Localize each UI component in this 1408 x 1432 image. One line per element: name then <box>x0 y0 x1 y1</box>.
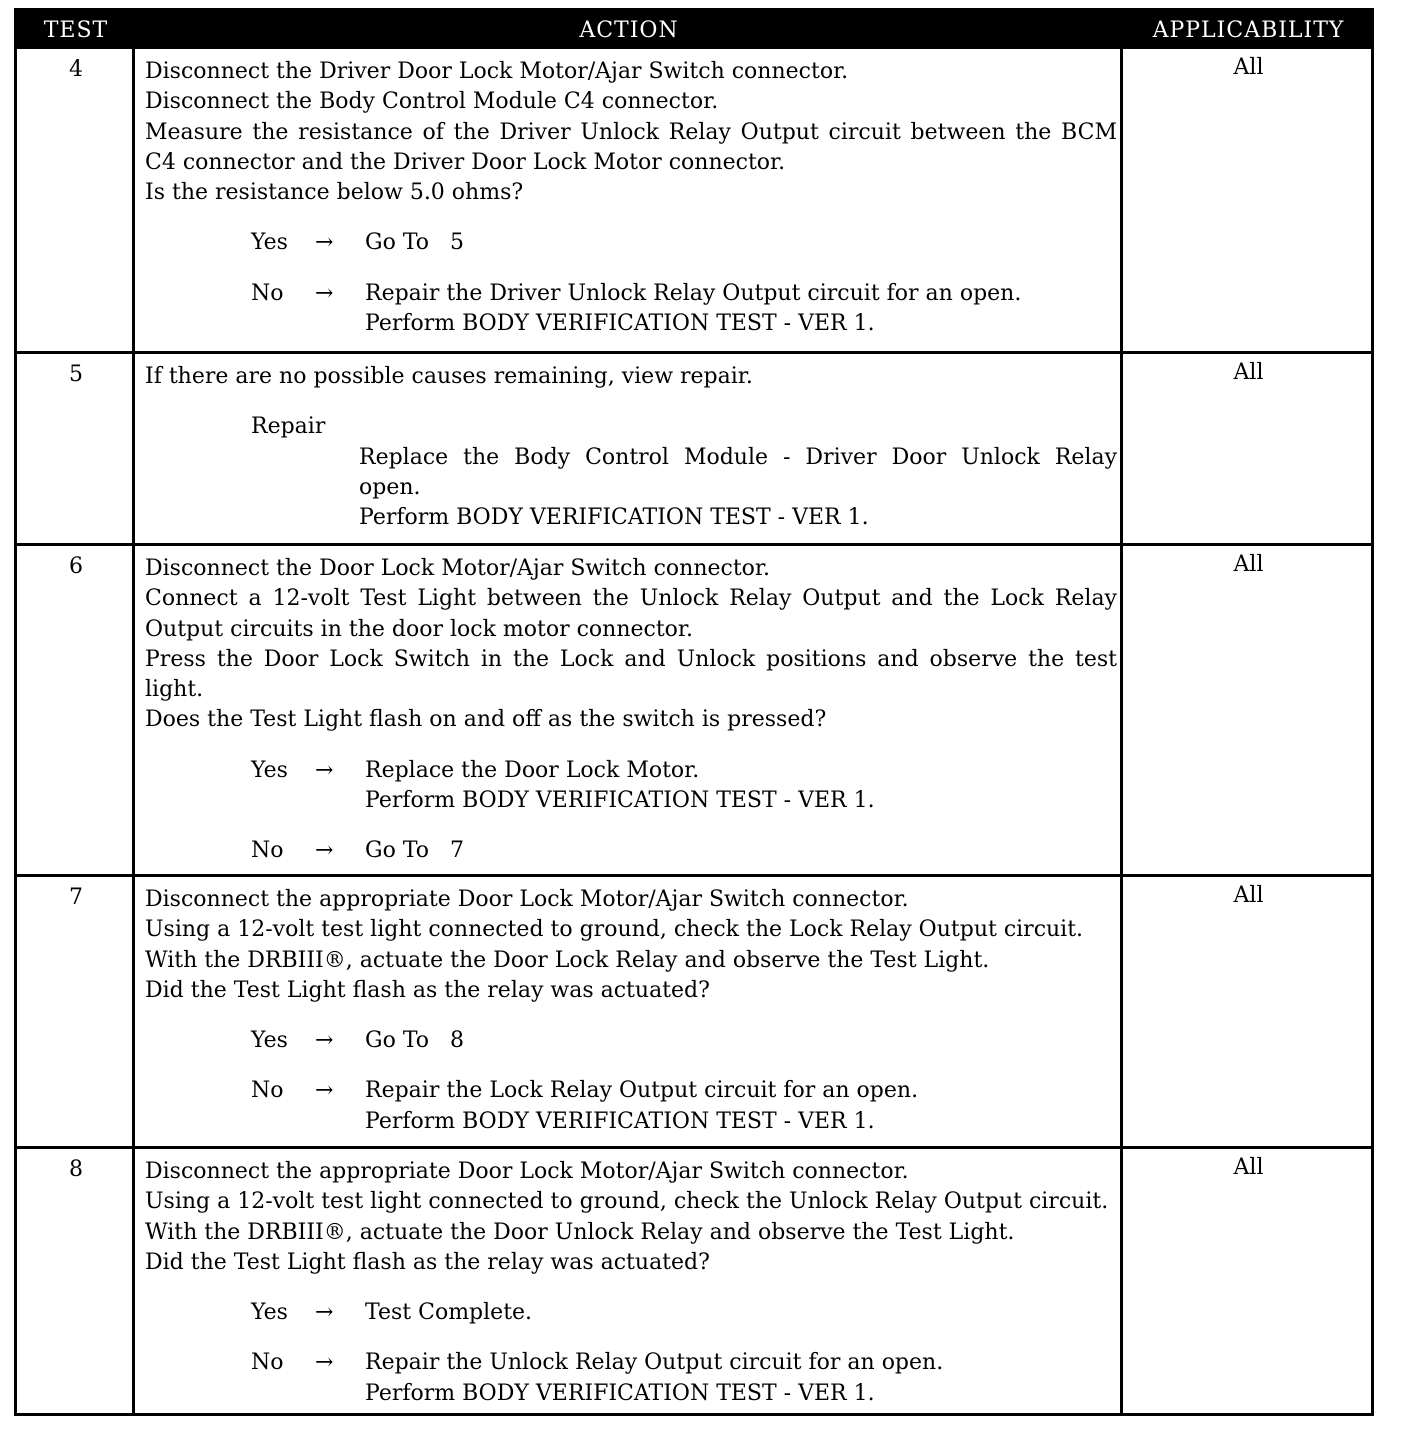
no-label: No <box>251 280 284 306</box>
action-line: Did the Test Light flash as the relay was actuated? <box>145 977 710 1003</box>
yes-response <box>145 1298 1117 1328</box>
response-text: Repair the Lock Relay Output circuit for an open. <box>365 1078 919 1104</box>
action-line: Using a 12-volt test light connected to ground, check the Unlock Relay Output circuit. <box>145 1189 1109 1215</box>
action-line: Output circuits in the door lock motor connector. <box>145 616 694 642</box>
repair-label: Repair <box>251 414 326 440</box>
applicability-value: All <box>1233 360 1264 385</box>
arrow-icon: → <box>315 280 334 306</box>
action-line: Disconnect the appropriate Door Lock Motor/Ajar Switch connector. <box>145 887 909 912</box>
test-number: 4 <box>69 57 83 82</box>
applicability-value: All <box>1233 552 1264 577</box>
action-line: light. <box>145 677 204 703</box>
applicability-value: All <box>1233 55 1264 80</box>
arrow-icon: → <box>315 1028 334 1054</box>
response-text: Test Complete. <box>365 1300 533 1326</box>
arrow-icon: → <box>315 230 334 256</box>
action-line: If there are no possible causes remaining, view repair. <box>145 364 753 389</box>
repair-text: Perform BODY VERIFICATION TEST - VER 1. <box>359 505 869 531</box>
action-line: With the DRBIII®, actuate the Door Lock Relay and observe the Test Light. <box>145 947 990 973</box>
action-cell <box>145 57 1117 339</box>
action-line: Measure the resistance of the Driver Unlock Relay Output circuit between the BCM <box>145 119 1117 145</box>
yes-label: Yes <box>251 757 288 783</box>
action-line: With the DRBIII®, actuate the Door Unlock Relay and observe the Test Light. <box>145 1219 1015 1245</box>
yes-response <box>145 756 1117 817</box>
action-cell <box>145 362 1117 533</box>
arrow-icon: → <box>315 1078 334 1104</box>
action-line: Connect a 12-volt Test Light between the Unlock Relay Output and the Lock Relay <box>145 586 1117 612</box>
response-text: Repair the Unlock Relay Output circuit for an open. <box>365 1350 944 1376</box>
arrow-icon: → <box>315 757 334 783</box>
test-number: 6 <box>69 554 83 579</box>
repair-text: open. <box>359 474 421 500</box>
response-text: Repair the Driver Unlock Relay Output circuit for an open. <box>365 280 1022 306</box>
table-row <box>17 874 1371 1146</box>
table-row <box>17 351 1371 543</box>
action-line: C4 connector and the Driver Door Lock Motor connector. <box>145 149 786 175</box>
yes-response <box>145 228 1117 258</box>
arrow-icon: → <box>315 1300 334 1326</box>
no-response <box>145 279 1117 340</box>
response-text: Replace the Door Lock Motor. <box>365 757 700 783</box>
applicability-value: All <box>1233 883 1264 908</box>
diagnostic-table <box>14 8 1374 1416</box>
table-row <box>17 49 1371 351</box>
yes-label: Yes <box>251 1028 288 1054</box>
applicability-value: All <box>1233 1155 1264 1180</box>
response-text: Perform BODY VERIFICATION TEST - VER 1. <box>365 1380 875 1406</box>
arrow-icon: → <box>315 838 334 864</box>
header-action: ACTION <box>135 11 1123 49</box>
response-text: Go To 7 <box>365 838 464 864</box>
action-line: Does the Test Light flash on and off as the switch is pressed? <box>145 707 827 733</box>
table-row <box>17 1146 1371 1413</box>
no-response <box>145 1348 1117 1409</box>
action-line: Disconnect the Door Lock Motor/Ajar Switch connector. <box>145 556 771 581</box>
action-line: Is the resistance below 5.0 ohms? <box>145 180 524 206</box>
header-test: TEST <box>17 11 135 49</box>
test-number: 8 <box>69 1157 83 1182</box>
no-label: No <box>251 838 284 864</box>
action-cell <box>145 885 1117 1137</box>
no-response <box>145 836 1117 866</box>
response-text: Perform BODY VERIFICATION TEST - VER 1. <box>365 311 875 337</box>
action-cell <box>145 554 1117 867</box>
action-line: Disconnect the appropriate Door Lock Motor/Ajar Switch connector. <box>145 1159 909 1184</box>
yes-label: Yes <box>251 230 288 256</box>
action-line: Disconnect the Body Control Module C4 connector. <box>145 89 719 115</box>
repair-text: Replace the Body Control Module - Driver Door Unlock Relay <box>359 444 1117 470</box>
arrow-icon: → <box>315 1350 334 1376</box>
no-response <box>145 1076 1117 1137</box>
action-line: Did the Test Light flash as the relay was actuated? <box>145 1249 710 1275</box>
table-row <box>17 543 1371 874</box>
response-text: Perform BODY VERIFICATION TEST - VER 1. <box>365 788 875 814</box>
yes-label: Yes <box>251 1300 288 1326</box>
action-cell <box>145 1157 1117 1409</box>
action-line: Press the Door Lock Switch in the Lock and Unlock positions and observe the test <box>145 646 1117 672</box>
response-text: Perform BODY VERIFICATION TEST - VER 1. <box>365 1108 875 1134</box>
no-label: No <box>251 1350 284 1376</box>
yes-response <box>145 1026 1117 1056</box>
no-label: No <box>251 1078 284 1104</box>
action-line: Disconnect the Driver Door Lock Motor/Ajar Switch connector. <box>145 59 849 84</box>
response-text: Go To 5 <box>365 230 464 256</box>
action-line: Using a 12-volt test light connected to ground, check the Lock Relay Output circuit. <box>145 917 1084 943</box>
test-number: 7 <box>69 885 83 910</box>
response-text: Go To 8 <box>365 1028 464 1054</box>
header-applicability: APPLICABILITY <box>1123 11 1374 49</box>
test-number: 5 <box>69 362 83 387</box>
